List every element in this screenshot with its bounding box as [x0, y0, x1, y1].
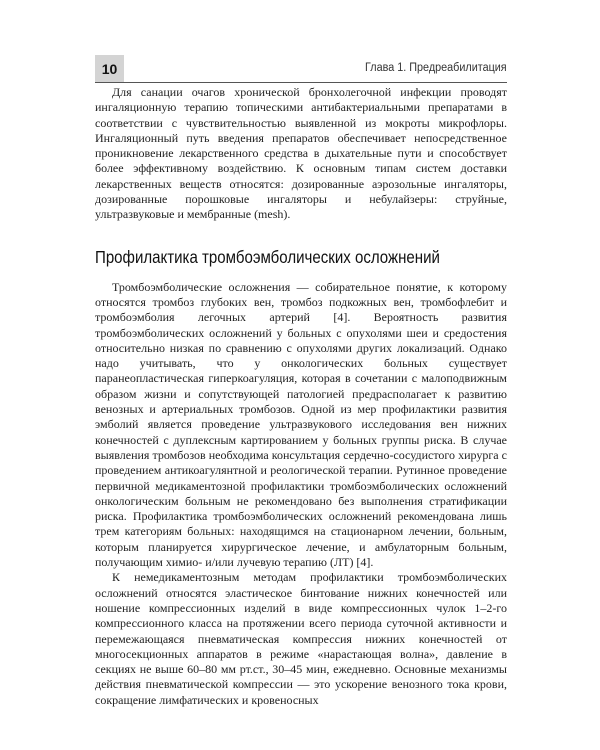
- paragraph-thromboembolic-definition: Тромбоэмболические осложнения — собирательное понятие, к которому относятся тромбоз глубоких вен, тромбоз подкожных вен, тромбофлебит и тромбоэмболия легочных артерий [4]. Вероятность развития тромбоэмболических осложнений у больных с опухолями шеи и средостения относительно низкая по сравнению с опухолями других локализаций. Однако надо учитывать, что у онкологических больных существует паранеопластическая гиперкоагуляция, которая в сочетании с малоподвижным образом жизни и сопутствующей патологией предрасполагает к развитию венозных и артериальных тромбозов. Одной из мер профилактики развития эмболий является проведение ультразвукового исследования вен нижних конечностей с дуплексным картированием у больных группы риска. В случае выявления тромбозов необходима консультация сердечно-сосудистого хирурга с проведением антикоагулянтной и реологической терапии. Рутинное проведение первичной медикаментозной профилактики тромбоэмболических осложнений онкологическим больным не рекомендовано без выполнения стратификации риска. Профилактика тромбоэмболических осложнений рекомендована лишь трем категориям больных: находящимся на стационарном лечении, больным, которым планируется хирургическое лечение, и амбулаторным больным, получающим химио- и/или лучевую терапию (ЛТ) [4].: [95, 279, 507, 570]
- header-rule: [95, 82, 507, 83]
- section-heading: Профилактика тромбоэмболических осложнений: [95, 246, 440, 267]
- page-body: [95, 85, 507, 708]
- paragraph-non-drug-prophylaxis: К немедикаментозным методам профилактики тромбоэмболических осложнений относятся эластическое бинтование нижних конечностей или ношение компрессионных изделий в виде компрессионных чулок 1–2-го компрессионного класса на протяжении всего периода суточной активности и перемежающаяся пневматическая компрессия нижних конечностей от многосекционных аппаратов в режиме «нарастающая волна», давление в секциях не выше 60–80 мм рт.ст., 30–45 мин, ежедневно. Основные механизмы действия пневматической компрессии — это ускорение венозного тока крови, сокращение лимфатических и кровеносных: [95, 570, 507, 707]
- running-header: [95, 55, 507, 83]
- page-number: 10: [95, 55, 124, 83]
- chapter-title: Глава 1. Предреабилитация: [365, 62, 507, 74]
- paragraph-inhalation-therapy: Для санации очагов хронической бронхолегочной инфекции проводят ингаляционную терапию топическими антибактериальными препаратами в соответствии с чувствительностью выявленной из мокроты микрофлоры. Ингаляционный путь введения препаратов обеспечивает непосредственное проникновение лекарственного средства в дыхательные пути и способствует более эффективному воздействию. К основным типам систем доставки лекарственных веществ относятся: дозированные аэрозольные ингаляторы, дозированные порошковые ингаляторы и небулайзеры: струйные, ультразвуковые и мембранные (mesh).: [95, 85, 507, 222]
